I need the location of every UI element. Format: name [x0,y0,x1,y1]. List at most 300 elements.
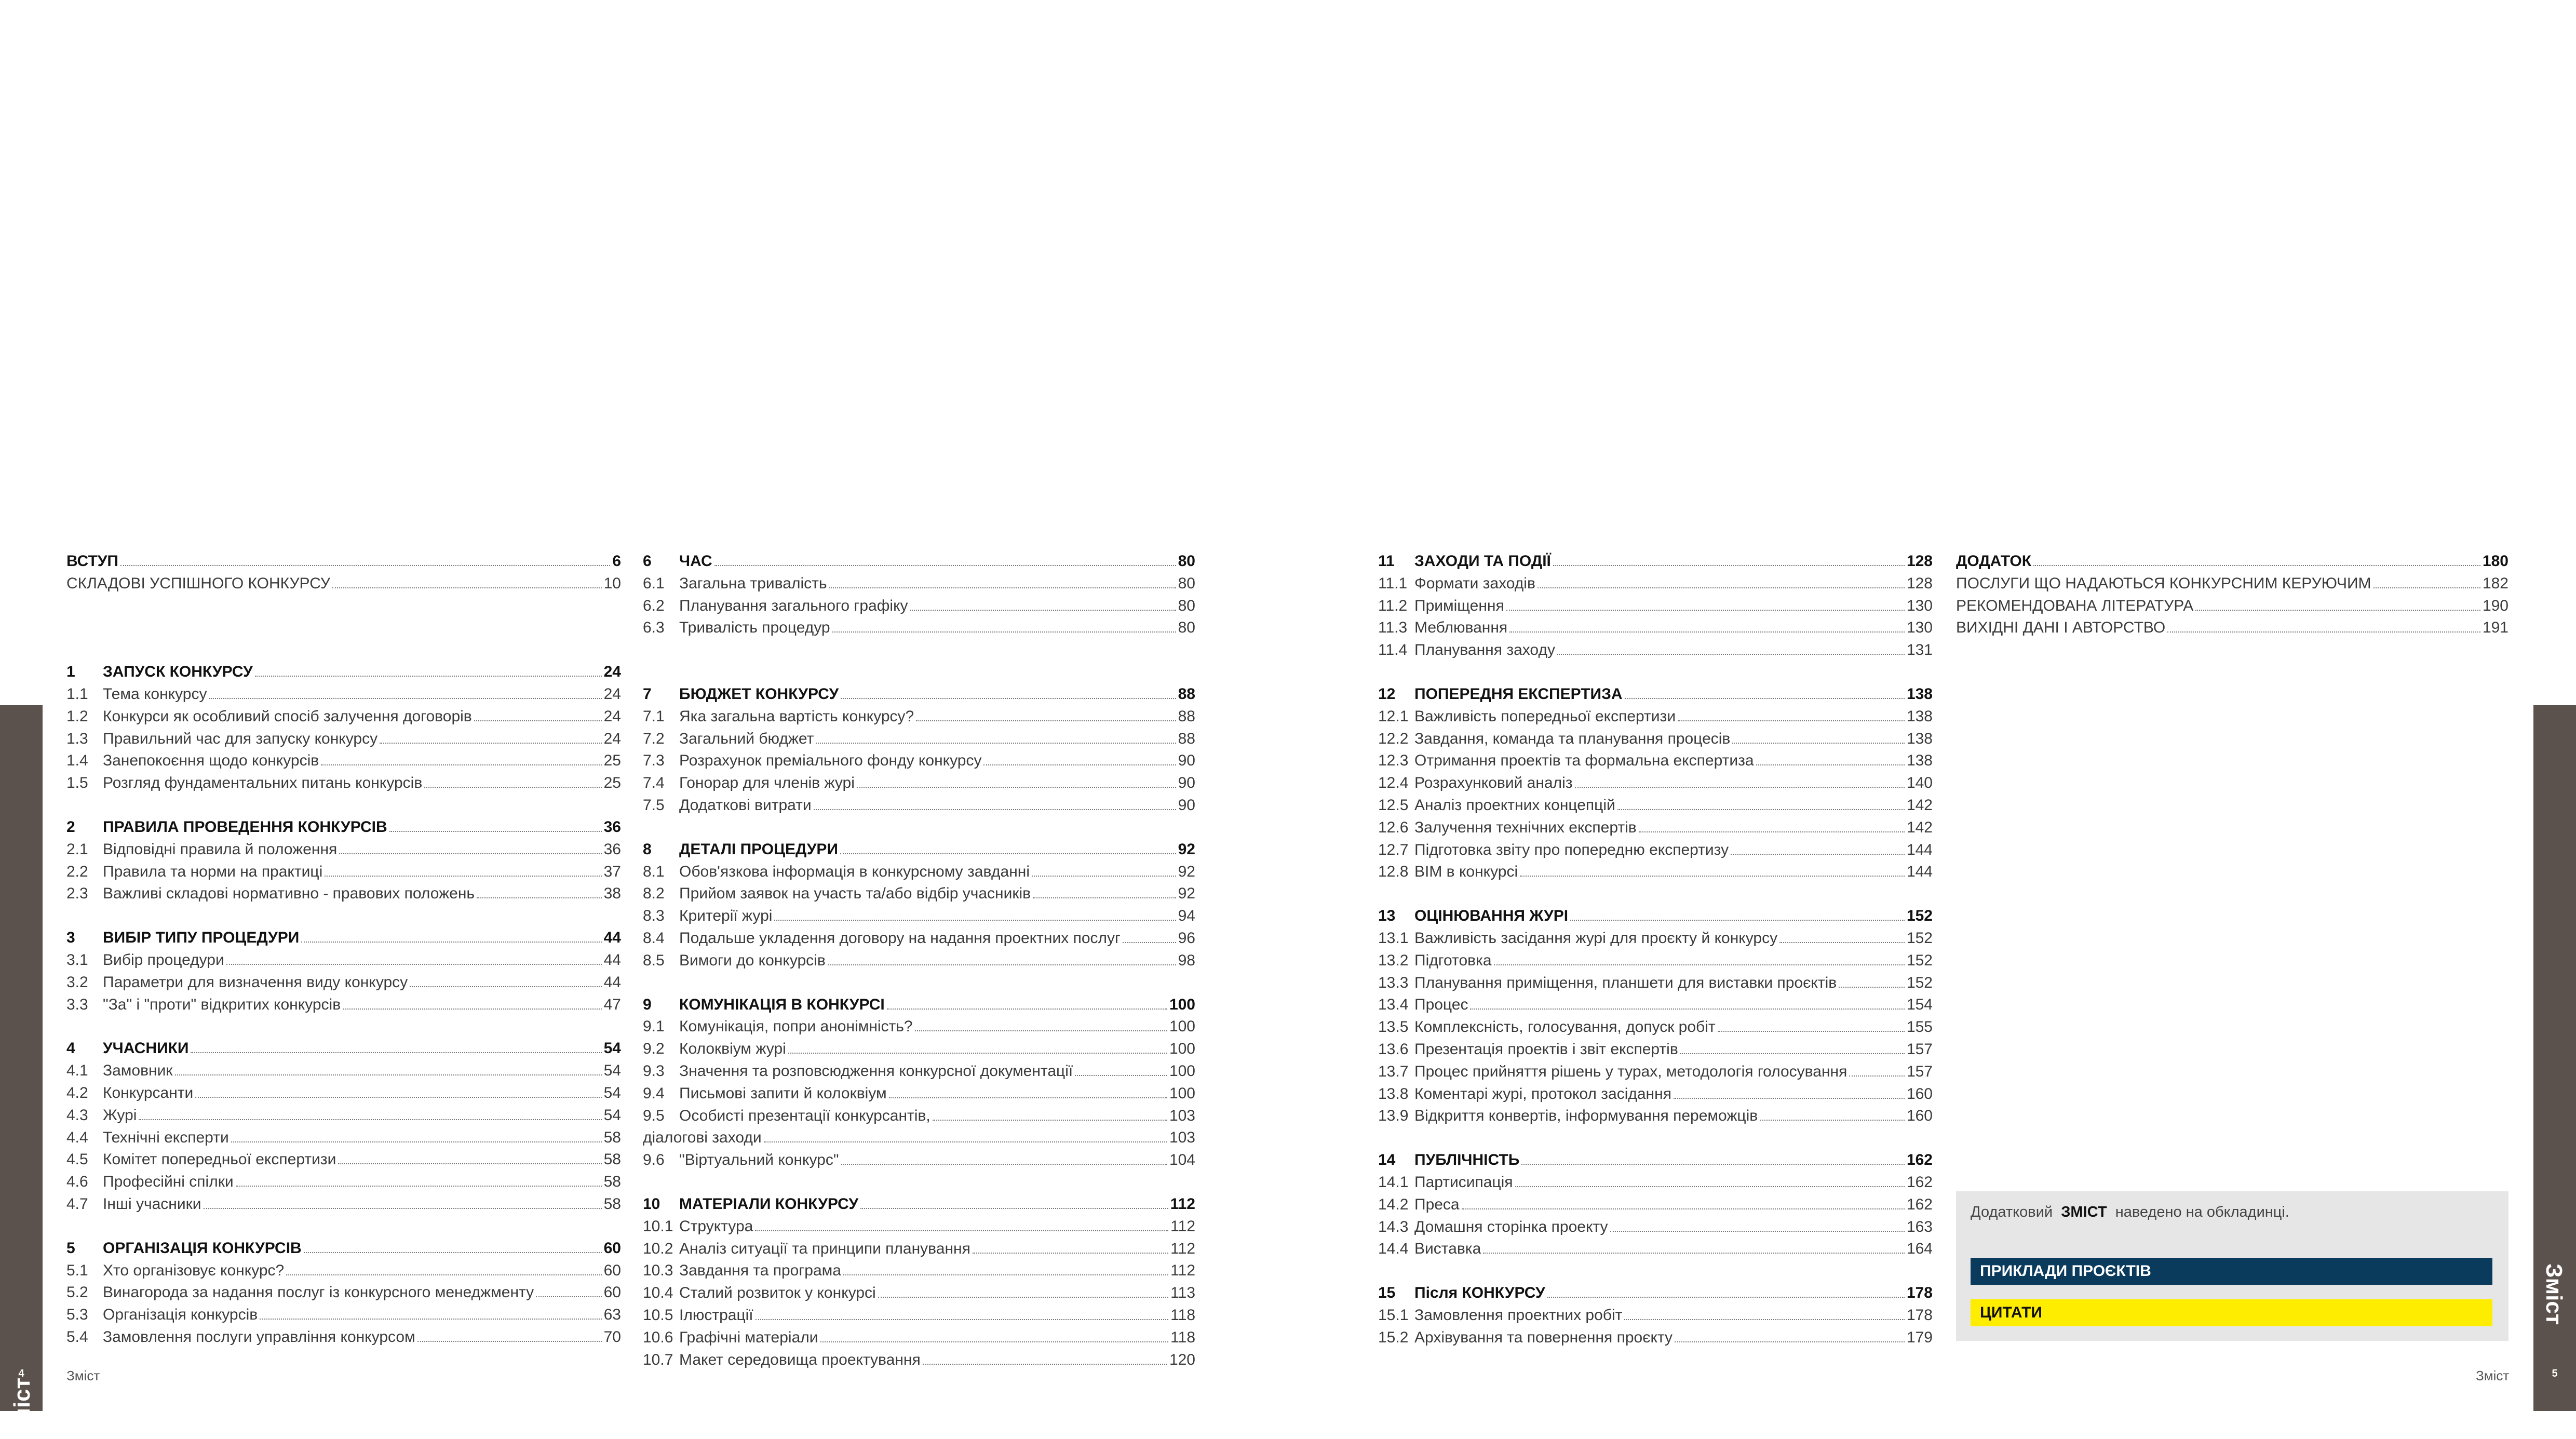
toc-entry-title: Розгляд фундаментальних питань конкурсів [103,774,423,792]
toc-entry-row[interactable] [66,861,621,883]
toc-entry-number: 7.5 [643,796,665,814]
toc-entry-number: 13.3 [1378,974,1409,991]
toc-section [1378,550,1933,662]
toc-entry-page: 138 [1906,685,1933,703]
toc-entry-page: 80 [1178,553,1195,570]
toc-entry-title: Комплексність, голосування, допуск робіт [1414,1018,1716,1036]
toc-entry-title: Замовлення послуги управління конкурсом [103,1328,415,1346]
toc-entry-number: 11.3 [1378,619,1408,637]
toc-leader-dots [1494,964,1905,965]
toc-entry-row[interactable] [66,1105,621,1127]
toc-entry-row[interactable] [66,1304,621,1326]
toc-chapter-row[interactable] [643,1193,1195,1216]
toc-entry-page: 191 [2482,619,2508,637]
toc-entry-row[interactable] [1378,617,1933,639]
toc-entry-title: Процес [1414,996,1468,1014]
toc-entry-title: Комунікація, попри анонімність? [679,1018,913,1035]
toc-entry-row[interactable] [66,1282,621,1304]
toc-entry-page: 92 [1178,885,1195,903]
toc-entry-row[interactable] [643,905,1195,927]
toc-leader-dots [338,1163,601,1164]
toc-entry-number: 8 [643,840,652,858]
toc-entry-row[interactable] [66,683,621,706]
toc-entry-row[interactable] [643,1349,1195,1371]
toc-entry-number: 2.2 [66,863,88,880]
toc-entry-row[interactable] [643,706,1195,728]
toc-entry-number: 6.2 [643,597,665,614]
toc-entry-number: 14.1 [1378,1173,1409,1191]
toc-chapter-row[interactable] [643,839,1195,861]
toc-entry-page: 94 [1178,907,1195,925]
toc-leader-dots [1718,1031,1905,1032]
toc-leader-dots [1033,897,1176,898]
toc-entry-title: Правильний час для запуску конкурсу [103,730,378,747]
toc-entry-title: Підготовка звіту про попередню експертизу [1414,841,1729,858]
toc-entry-page: 10 [603,574,621,592]
toc-entry-title: Архівування та повернення проєкту [1414,1328,1673,1346]
toc-leader-dots [878,1297,1169,1298]
toc-entry-page: 47 [603,996,621,1013]
toc-entry-page: 60 [603,1284,621,1301]
toc-entry-row[interactable] [1378,839,1933,862]
toc-entry-number: 1.5 [66,774,88,792]
toc-entry-number: 15.1 [1378,1306,1409,1324]
toc-entry-number: 12.1 [1378,707,1409,725]
toc-entry-row[interactable] [643,1282,1195,1304]
toc-column-2 [643,550,1195,1393]
toc-entry-row[interactable] [1378,817,1933,839]
toc-entry-number: 9.3 [643,1062,665,1080]
toc-entry-number: 4.3 [66,1106,88,1124]
toc-entry-row[interactable] [1378,950,1933,972]
toc-entry-page: 157 [1906,1040,1933,1058]
toc-entry-number: 1.3 [66,730,88,747]
toc-leader-dots [1557,654,1905,655]
toc-entry-page: 138 [1906,752,1933,770]
toc-entry-number: 12.6 [1378,818,1409,836]
toc-entry-page: 88 [1178,707,1195,725]
toc-chapter-row[interactable] [66,816,621,839]
toc-entry-title: Вибір процедури [103,951,224,969]
toc-leader-dots [474,720,602,721]
toc-leader-dots [832,631,1176,633]
toc-entry-number: 9.1 [643,1018,665,1035]
toc-entry-row[interactable] [1956,617,2508,639]
toc-entry-page: 118 [1170,1306,1195,1324]
toc-entry-row[interactable] [1378,1083,1933,1106]
toc-entry-number: 4.1 [66,1062,88,1080]
toc-entry-number: 3.2 [66,973,88,991]
toc-leader-dots [1624,1319,1905,1320]
toc-entry-row[interactable] [66,972,621,994]
toc-entry-row[interactable] [643,1238,1195,1260]
toc-leader-dots [1520,876,1905,877]
toc-entry-page: 103 [1169,1129,1195,1147]
toc-entry-title: Письмові запити й колоквіум [679,1084,887,1102]
toc-entry-number: 6 [643,553,652,570]
toc-entry-number: 14.4 [1378,1240,1409,1258]
toc-entry-row[interactable] [1378,639,1933,662]
toc-entry-row[interactable] [643,772,1195,795]
toc-entry-number: 6.1 [643,574,665,592]
toc-entry-page: 152 [1906,951,1933,969]
toc-entry-title: Замовник [103,1062,173,1080]
toc-entry-number: 4 [66,1040,75,1057]
toc-entry-row[interactable] [1378,573,1933,595]
toc-section [66,1038,621,1215]
toc-entry-row[interactable] [66,1171,621,1193]
toc-entry-title: Важливість засідання журі для проєкту й конкурсу [1414,929,1778,947]
toc-entry-title: Комітет попередньої експертизи [103,1151,336,1168]
toc-leader-dots [915,1030,1167,1031]
toc-entry-row[interactable] [643,750,1195,772]
toc-entry-row[interactable] [643,1216,1195,1238]
toc-chapter-row[interactable] [66,927,621,949]
toc-entry-title: Загальна тривалість [679,574,827,592]
toc-leader-dots [788,1053,1167,1054]
toc-section [66,927,621,1016]
toc-entry-row[interactable] [643,1038,1195,1060]
toc-section [643,839,1195,972]
toc-entry-row[interactable] [66,1127,621,1149]
toc-entry-title: Преса [1414,1195,1460,1213]
toc-entry-row[interactable] [643,728,1195,750]
toc-entry-number: 13.1 [1378,929,1409,947]
toc-entry-number: 7 [643,685,652,703]
toc-entry-page: 131 [1906,641,1933,659]
toc-entry-row[interactable] [1378,1304,1933,1327]
toc-chapter-row[interactable] [66,661,621,683]
toc-entry-number: 15 [1378,1284,1396,1302]
toc-leader-dots [417,1341,602,1342]
toc-section [1378,1149,1933,1260]
toc-entry-row[interactable] [66,750,621,772]
toc-leader-dots [820,1341,1169,1342]
toc-leader-dots [714,565,1176,566]
toc-entry-number: 3.3 [66,996,88,1013]
toc-entry-number: 4.4 [66,1128,88,1146]
toc-leader-dots [1731,854,1905,855]
toc-leader-dots [380,743,602,744]
toc-entry-row[interactable] [643,1016,1195,1038]
toc-entry-title: Виставка [1414,1240,1481,1258]
toc-entry-number: 8.4 [643,929,665,947]
toc-chapter-row[interactable] [1956,550,2508,573]
note-text-before: Додатковий [1971,1204,2053,1220]
toc-entry-page: 70 [603,1328,621,1346]
toc-chapter-row[interactable] [1378,1282,1933,1304]
toc-entry-row[interactable] [643,1127,1195,1149]
toc-entry-title: BIM в конкурсі [1414,863,1518,881]
toc-entry-number: 10.1 [643,1217,673,1235]
toc-entry-title: Партисипація [1414,1173,1513,1191]
toc-entry-row[interactable] [643,595,1195,617]
toc-entry-page: 60 [603,1239,621,1257]
toc-section [1378,905,1933,1127]
toc-entry-title: Гонорар для членів журі [679,774,855,792]
toc-entry-row[interactable] [1378,1216,1933,1239]
toc-entry-page: 36 [603,840,621,858]
toc-entry-page: 54 [603,1062,621,1080]
toc-entry-row[interactable] [66,1060,621,1082]
toc-entry-row[interactable] [643,1083,1195,1105]
toc-entry-row[interactable] [1956,595,2508,617]
toc-entry-row[interactable] [643,927,1195,950]
toc-entry-number: 12.2 [1378,730,1409,747]
toc-entry-page: 128 [1906,574,1933,592]
toc-entry-title: ДОДАТОК [1956,553,2032,570]
toc-leader-dots [860,1208,1168,1209]
toc-leader-dots [764,1141,1167,1142]
toc-leader-dots [325,876,601,877]
toc-entry-number: 7.1 [643,707,665,725]
toc-entry-row[interactable] [66,883,621,905]
toc-entry-row[interactable] [66,839,621,861]
toc-entry-page: 162 [1906,1173,1933,1191]
toc-leader-dots [1515,1186,1905,1187]
toc-entry-title: Аналіз ситуації та принципи планування [679,1240,970,1257]
toc-entry-title: Приміщення [1414,597,1504,614]
toc-entry-row[interactable] [1378,927,1933,950]
toc-entry-row[interactable] [643,617,1195,639]
toc-entry-row[interactable] [1378,1327,1933,1349]
toc-leader-dots [1570,920,1905,921]
toc-entry-row[interactable] [66,1149,621,1171]
toc-entry-row[interactable] [643,573,1195,595]
note-text-bold: ЗМІСТ [2061,1204,2107,1220]
toc-entry-page: 88 [1178,685,1195,703]
toc-entry-row[interactable] [643,1149,1195,1172]
toc-entry-number: 14.3 [1378,1218,1409,1235]
toc-leader-dots [1553,565,1905,566]
toc-entry-row[interactable] [1378,1194,1933,1216]
toc-entry-page: 163 [1906,1218,1933,1235]
toc-entry-page: 54 [603,1106,621,1124]
toc-entry-title: Важливість попередньої експертизи [1414,707,1676,725]
toc-entry-row[interactable] [643,883,1195,905]
toc-entry-row[interactable] [643,1327,1195,1349]
toc-entry-row[interactable] [66,728,621,750]
toc-entry-row[interactable] [643,1105,1195,1127]
toc-entry-row[interactable] [643,1304,1195,1327]
toc-entry-row[interactable] [66,1260,621,1282]
toc-entry-number: 12 [1378,685,1396,703]
toc-entry-page: 157 [1906,1063,1933,1080]
toc-entry-title: ОРГАНІЗАЦІЯ КОНКУРСІВ [103,1239,302,1257]
toc-entry-row[interactable] [1378,1105,1933,1127]
toc-entry-title: СКЛАДОВІ УСПІШНОГО КОНКУРСУ [66,574,330,592]
toc-entry-row[interactable] [1378,1039,1933,1061]
toc-leader-dots [843,1274,1168,1275]
toc-entry-title: Технічні експерти [103,1128,229,1146]
toc-entry-row[interactable] [1378,795,1933,817]
toc-entry-page: 54 [603,1084,621,1101]
toc-entry-page: 90 [1178,796,1195,814]
toc-chapter-row[interactable] [643,683,1195,706]
toc-entry-row[interactable] [66,994,621,1016]
toc-leader-dots [1779,942,1905,943]
toc-entry-row[interactable] [1378,861,1933,883]
toc-leader-dots [1678,720,1905,721]
toc-leader-dots [916,720,1176,721]
toc-entry-number: 5.3 [66,1306,88,1324]
toc-entry-number: 8.1 [643,863,665,880]
toc-entry-row[interactable] [66,706,621,728]
toc-entry-page: 58 [603,1151,621,1168]
toc-entry-title: "За" і "проти" відкритих конкурсів [103,996,341,1013]
toc-entry-number: 4.6 [66,1173,88,1191]
toc-entry-row[interactable] [1378,1061,1933,1083]
toc-leader-dots [1032,876,1176,877]
toc-entry-page: 138 [1906,707,1933,725]
toc-chapter-row[interactable] [643,994,1195,1016]
toc-entry-number: 14 [1378,1151,1396,1169]
toc-section [643,1193,1195,1371]
toc-entry-number: 13.2 [1378,951,1409,969]
toc-entry-title: Отримання проектів та формальна експертиза [1414,752,1754,770]
toc-entry-row[interactable] [1378,728,1933,750]
toc-leader-dots [983,764,1176,765]
toc-entry-row[interactable] [1378,972,1933,994]
toc-entry-page: 152 [1906,929,1933,947]
toc-entry-title: Яка загальна вартість конкурсу? [679,707,914,725]
toc-entry-page: 25 [603,774,621,792]
left-page-number: 4 [18,1368,24,1379]
toc-leader-dots [1575,787,1905,788]
toc-entry-page: 190 [2482,597,2508,614]
toc-leader-dots [477,897,602,898]
note-box [1956,1191,2508,1341]
toc-entry-page: 25 [603,752,621,770]
toc-entry-row[interactable] [1956,573,2508,595]
toc-entry-row[interactable] [643,861,1195,883]
toc-chapter-row[interactable] [66,550,621,573]
toc-leader-dots [857,787,1176,788]
toc-entry-row[interactable] [1378,994,1933,1016]
right-tab-label: Зміст [2541,1263,2567,1325]
toc-entry-page: 182 [2482,574,2508,592]
toc-entry-page: 162 [1906,1195,1933,1213]
toc-entry-page: 140 [1906,774,1933,792]
toc-entry-row[interactable] [1378,750,1933,772]
toc-entry-page: 162 [1906,1151,1933,1169]
toc-entry-page: 58 [603,1173,621,1191]
toc-chapter-row[interactable] [66,1038,621,1060]
toc-leader-dots [260,1319,601,1320]
toc-entry-page: 24 [603,707,621,725]
toc-entry-row[interactable] [66,949,621,972]
toc-leader-dots [1849,1075,1905,1077]
toc-entry-row[interactable] [66,573,621,595]
toc-entry-number: 10.5 [643,1306,673,1324]
toc-entry-title: Презентація проектів і звіт експертів [1414,1040,1678,1058]
toc-entry-page: 58 [603,1195,621,1213]
toc-leader-dots [1462,1208,1905,1209]
toc-entry-row[interactable] [66,1193,621,1216]
toc-chapter-row[interactable] [1378,550,1933,573]
toc-column-3 [1378,550,1933,1371]
toc-entry-row[interactable] [1378,772,1933,795]
toc-leader-dots [889,1097,1167,1098]
toc-entry-page: 63 [603,1306,621,1324]
toc-entry-title: Процес прийняття рішень у турах, методологія голосування [1414,1063,1847,1080]
toc-entry-title: Відповідні правила й положення [103,840,338,858]
toc-entry-row[interactable] [66,1082,621,1105]
toc-chapter-row[interactable] [1378,1149,1933,1172]
toc-entry-page: 44 [603,951,621,969]
toc-entry-page: 100 [1169,1040,1195,1058]
toc-entry-row[interactable] [643,1260,1195,1282]
toc-entry-row[interactable] [66,772,621,795]
toc-entry-row[interactable] [643,795,1195,817]
toc-leader-dots [1506,610,1905,611]
toc-entry-title: ОЦІНЮВАННЯ ЖУРІ [1414,907,1569,925]
quotes-bar[interactable]: ЦИТАТИ [1971,1299,2492,1326]
project-examples-bar[interactable]: ПРИКЛАДИ ПРОЄКТІВ [1971,1258,2492,1285]
toc-entry-page: 152 [1906,974,1933,991]
toc-entry-title: Додаткові витрати [679,796,812,814]
toc-entry-row[interactable] [1378,706,1933,728]
toc-chapter-row[interactable] [1378,905,1933,927]
toc-entry-number: 13.9 [1378,1107,1409,1125]
toc-leader-dots [814,809,1176,810]
toc-entry-number: 7.3 [643,752,665,770]
toc-entry-title: Завдання та програма [679,1262,841,1280]
toc-leader-dots [1760,1120,1905,1121]
toc-entry-row[interactable] [643,950,1195,972]
toc-entry-page: 60 [603,1261,621,1279]
toc-entry-number: 12.7 [1378,841,1409,858]
toc-leader-dots [923,1364,1167,1365]
toc-entry-title: Конкурси як особливий спосіб залучення договорів [103,707,472,725]
toc-entry-title: Хто організовує конкурс? [103,1261,285,1279]
toc-entry-row[interactable] [66,1326,621,1349]
toc-entry-page: 178 [1906,1284,1933,1302]
toc-entry-title: Тривалість процедур [679,619,830,637]
toc-entry-page: 144 [1906,841,1933,858]
toc-chapter-row[interactable] [643,550,1195,573]
toc-entry-page: 92 [1178,863,1195,880]
toc-entry-number: 2.1 [66,840,88,858]
toc-entry-number: 10.6 [643,1328,673,1346]
toc-entry-number: 13.8 [1378,1085,1409,1102]
toc-entry-number: 10.2 [643,1240,673,1257]
toc-entry-title: МАТЕРІАЛИ КОНКУРСУ [679,1195,859,1213]
toc-entry-row[interactable] [1378,595,1933,617]
toc-entry-number: 13.4 [1378,996,1409,1014]
toc-entry-page: 112 [1170,1262,1195,1280]
toc-entry-number: 5 [66,1239,75,1257]
toc-entry-page: 36 [603,818,621,836]
toc-entry-row[interactable] [1378,1238,1933,1260]
toc-chapter-row[interactable] [1378,683,1933,706]
toc-entry-row[interactable] [1378,1172,1933,1194]
toc-chapter-row[interactable] [66,1238,621,1260]
toc-entry-number: 1.2 [66,707,88,725]
toc-entry-row[interactable] [643,1060,1195,1083]
toc-entry-page: 98 [1178,951,1195,969]
toc-entry-page: 58 [603,1128,621,1146]
toc-entry-page: 142 [1906,818,1933,836]
toc-leader-dots [2033,565,2480,566]
toc-column-4 [1956,550,2508,661]
toc-entry-number: 9.5 [643,1107,665,1124]
toc-entry-title: Підготовка [1414,951,1492,969]
toc-entry-page: 155 [1906,1018,1933,1036]
right-page-number: 5 [2552,1368,2558,1379]
toc-entry-row[interactable] [1378,1016,1933,1039]
toc-entry-number: 1.1 [66,685,88,703]
